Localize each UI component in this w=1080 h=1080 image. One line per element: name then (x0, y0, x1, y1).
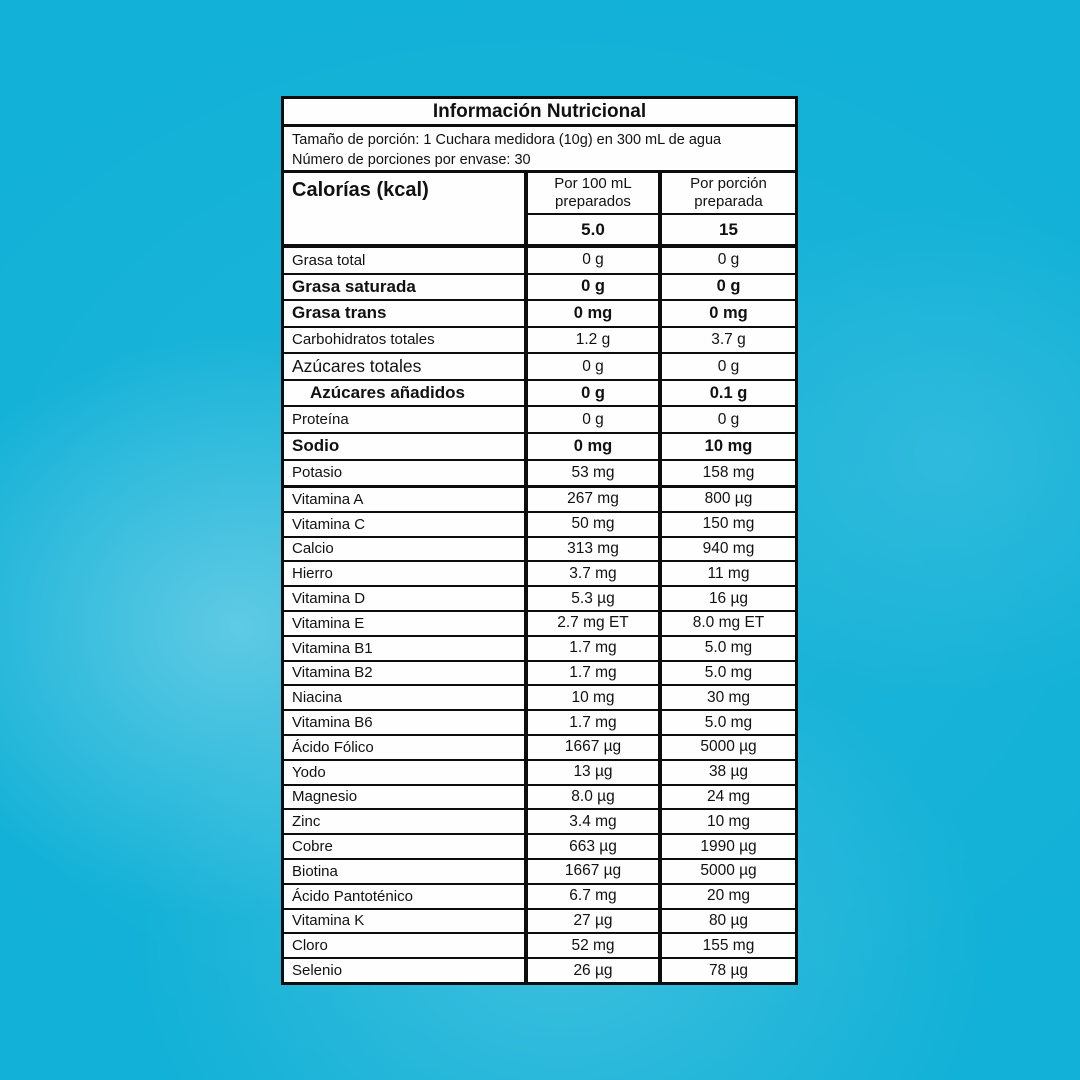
label-title: Información Nutricional (284, 99, 795, 127)
nutrient-row (284, 275, 795, 302)
nutrient-row (284, 761, 795, 786)
nutrient-per-serving-value: 0 g (717, 251, 740, 269)
nutrient-row (284, 248, 795, 275)
nutrient-row (284, 810, 795, 835)
nutrient-row (284, 860, 795, 885)
nutrient-per-serving-value: 3.7 g (711, 330, 746, 348)
nutrient-per-serving-value: 10 mg (706, 812, 751, 830)
nutrient-per-100ml-value: 0 mg (528, 434, 662, 459)
nutrient-name: Vitamina B6 (284, 711, 528, 734)
nutrient-per-100ml-value: 6.7 mg (528, 885, 662, 908)
nutrient-row (284, 354, 795, 381)
nutrient-name: Ácido Fólico (284, 736, 528, 759)
nutrient-name: Grasa trans (284, 301, 528, 326)
nutrient-per-serving-value: 80 µg (708, 911, 749, 929)
nutrient-per-serving-value: 24 mg (706, 787, 751, 805)
nutrient-row (284, 662, 795, 687)
nutrient-per-serving-value: 158 mg (702, 463, 755, 481)
nutrient-per-serving-value: 0 mg (709, 303, 748, 322)
nutrient-name: Azúcares añadidos (284, 381, 528, 406)
nutrient-per-serving-value: 10 mg (704, 436, 753, 455)
nutrient-row (284, 835, 795, 860)
nutrient-name: Carbohidratos totales (284, 328, 528, 353)
nutrient-per-serving-value: 8.0 mg ET (692, 614, 765, 632)
calories-per-100ml-column (528, 173, 662, 244)
nutrient-name: Vitamina K (284, 910, 528, 933)
nutrient-row (284, 434, 795, 461)
nutrient-per-serving-value: 150 mg (702, 515, 755, 533)
nutrient-per-100ml-value: 0 g (528, 248, 662, 273)
nutrient-row (284, 381, 795, 408)
nutrient-per-serving-value: 11 mg (707, 564, 750, 582)
nutrient-per-100ml-value: 0 g (528, 381, 662, 406)
nutrient-per-100ml-value: 1.7 mg (528, 711, 662, 734)
nutrient-row (284, 612, 795, 637)
calories-block (284, 173, 795, 248)
nutrient-per-serving-value: 5.0 mg (704, 713, 753, 731)
nutrient-row (284, 711, 795, 736)
nutrient-name: Cloro (284, 934, 528, 957)
nutrient-row (284, 328, 795, 355)
nutrient-per-serving-value: 0 g (716, 277, 741, 296)
nutrient-per-100ml-value: 1.7 mg (528, 637, 662, 660)
nutrient-per-100ml-value: 0 g (528, 275, 662, 300)
nutrient-row (284, 461, 795, 486)
nutrient-row (284, 736, 795, 761)
calories-per-serving-value: 15 (719, 219, 738, 239)
nutrient-row (284, 786, 795, 811)
nutrient-row (284, 637, 795, 662)
nutrient-per-serving-value: 0.1 g (709, 383, 748, 402)
macros-section (284, 248, 795, 488)
nutrient-per-serving-value: 20 mg (706, 887, 751, 905)
nutrient-name: Vitamina B2 (284, 662, 528, 685)
nutrient-per-100ml-value: 267 mg (528, 488, 662, 511)
nutrient-name: Vitamina E (284, 612, 528, 635)
nutrient-per-100ml-value: 0 g (528, 354, 662, 379)
nutrient-per-100ml-value: 27 µg (528, 910, 662, 933)
nutrient-per-100ml-value: 50 mg (528, 513, 662, 536)
nutrient-per-100ml-value: 663 µg (528, 835, 662, 858)
nutrient-per-serving-value: 5.0 mg (704, 639, 753, 657)
nutrient-row (284, 513, 795, 538)
nutrient-per-100ml-value: 1667 µg (528, 736, 662, 759)
nutrient-per-100ml-value: 53 mg (528, 461, 662, 486)
nutrient-per-serving-value: 155 mg (702, 936, 755, 954)
nutrient-per-100ml-value: 0 mg (528, 301, 662, 326)
nutrient-per-100ml-value: 3.4 mg (528, 810, 662, 833)
serving-size-line: Tamaño de porción: 1 Cuchara medidora (10g) en 300 mL de agua (292, 132, 722, 148)
nutrient-name: Cobre (284, 835, 528, 858)
nutrient-row (284, 488, 795, 513)
calories-per-100ml-value: 5.0 (581, 219, 605, 239)
nutrient-name: Vitamina C (284, 513, 528, 536)
servings-per-container-line: Número de porciones por envase: 30 (292, 152, 531, 168)
nutrient-per-serving-value: 5000 µg (700, 738, 757, 756)
nutrient-row (284, 301, 795, 328)
nutrient-per-100ml-value: 2.7 mg ET (528, 612, 662, 635)
nutrient-name: Hierro (284, 562, 528, 585)
nutrient-name: Sodio (284, 434, 528, 459)
serving-info (284, 127, 795, 173)
nutrient-per-100ml-value: 3.7 mg (528, 562, 662, 585)
nutrient-name: Vitamina B1 (284, 637, 528, 660)
nutrient-row (284, 885, 795, 910)
nutrient-per-serving-value: 800 µg (704, 490, 753, 508)
nutrient-per-100ml-value: 5.3 µg (528, 587, 662, 610)
nutrient-name: Proteína (284, 407, 528, 432)
col-header-per-serving: Por porción preparada (662, 173, 795, 215)
nutrient-per-serving-value: 30 mg (706, 688, 751, 706)
nutrient-name: Vitamina A (284, 488, 528, 511)
nutrient-per-serving-value: 5000 µg (700, 862, 757, 880)
nutrient-row (284, 686, 795, 711)
nutrient-per-100ml-value: 10 mg (528, 686, 662, 709)
nutrient-name: Calcio (284, 538, 528, 561)
nutrient-name: Yodo (284, 761, 528, 784)
nutrient-per-100ml-value: 0 g (528, 407, 662, 432)
nutrient-name: Niacina (284, 686, 528, 709)
nutrient-name: Vitamina D (284, 587, 528, 610)
nutrient-name: Potasio (284, 461, 528, 486)
nutrient-per-serving-value: 16 µg (708, 589, 749, 607)
nutrient-name: Magnesio (284, 786, 528, 809)
nutrient-per-serving-value: 1990 µg (700, 837, 757, 855)
nutrient-per-serving-value: 0 g (717, 357, 740, 375)
nutrient-row (284, 407, 795, 434)
nutrient-name: Grasa saturada (284, 275, 528, 300)
nutrient-per-100ml-value: 1.2 g (528, 328, 662, 353)
nutrient-per-100ml-value: 13 µg (528, 761, 662, 784)
nutrient-row (284, 562, 795, 587)
nutrient-row (284, 538, 795, 563)
nutrient-per-serving-value: 0 g (717, 410, 740, 428)
calories-per-serving-column (662, 173, 795, 244)
col-header-per-100ml: Por 100 mL preparados (528, 173, 658, 215)
nutrient-per-serving-value: 38 µg (708, 763, 749, 781)
nutrient-row (284, 934, 795, 959)
nutrient-per-100ml-value: 8.0 µg (528, 786, 662, 809)
nutrient-name: Azúcares totales (284, 354, 528, 379)
nutrient-per-serving-value: 78 µg (708, 961, 749, 979)
nutrient-row (284, 959, 795, 982)
nutrient-per-100ml-value: 1.7 mg (528, 662, 662, 685)
nutrient-name: Selenio (284, 959, 528, 982)
nutrient-per-100ml-value: 26 µg (528, 959, 662, 982)
nutrient-name: Biotina (284, 860, 528, 883)
nutrient-row (284, 910, 795, 935)
nutrient-name: Zinc (284, 810, 528, 833)
nutrient-per-100ml-value: 313 mg (528, 538, 662, 561)
nutrition-label (281, 96, 798, 985)
nutrient-per-serving-value: 940 mg (702, 539, 755, 557)
nutrient-row (284, 587, 795, 612)
calories-label: Calorías (kcal) (284, 173, 528, 244)
nutrient-per-100ml-value: 52 mg (528, 934, 662, 957)
nutrient-per-100ml-value: 1667 µg (528, 860, 662, 883)
nutrient-name: Ácido Pantoténico (284, 885, 528, 908)
vitamins-section (284, 488, 795, 982)
nutrient-name: Grasa total (284, 248, 528, 273)
nutrient-per-serving-value: 5.0 mg (704, 663, 753, 681)
